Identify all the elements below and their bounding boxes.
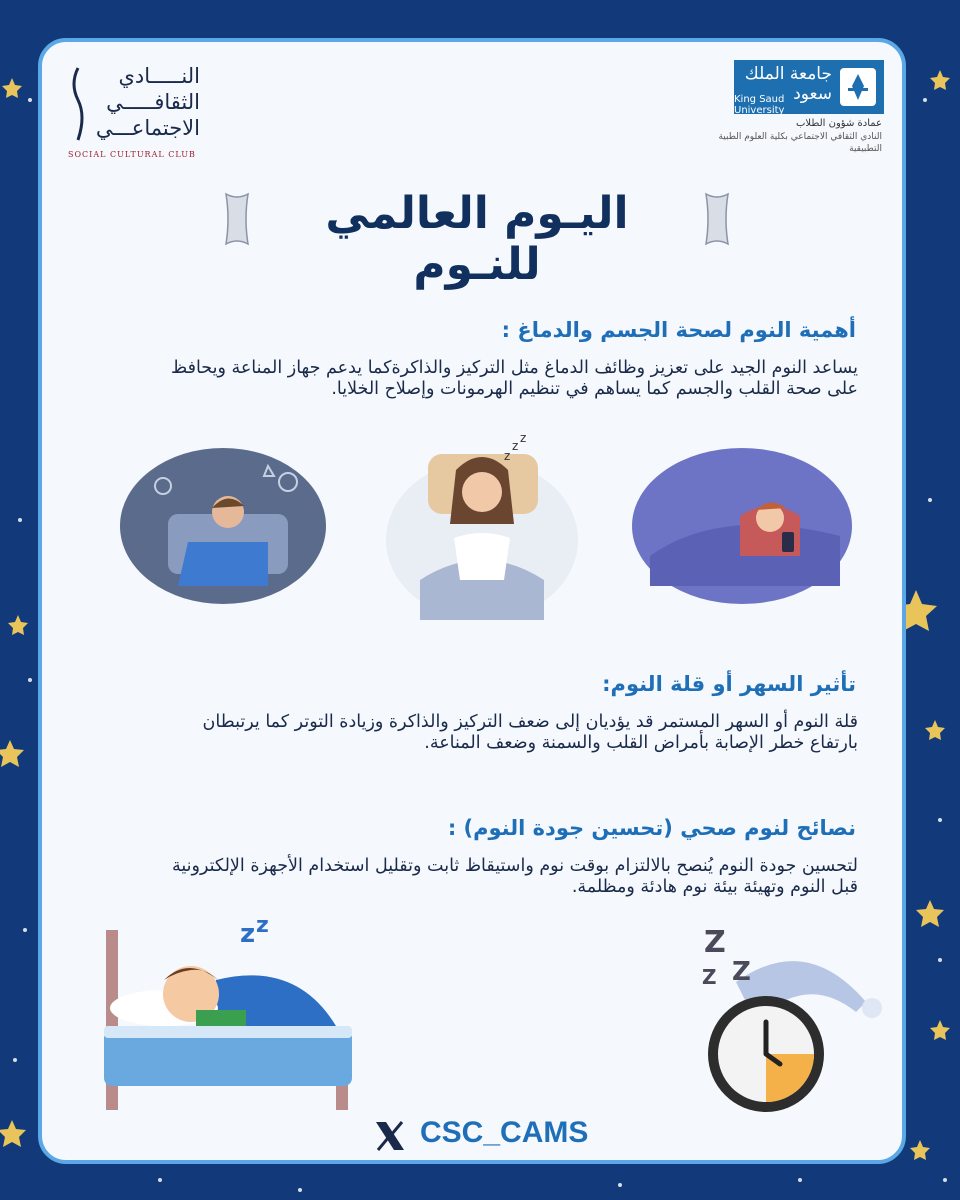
page-title: اليـوم العالمي للنـوم xyxy=(325,188,629,290)
college-club-line-2: التطبيقية xyxy=(849,144,882,154)
svg-text:z: z xyxy=(512,439,519,453)
social-handle-text: CSC_CAMS xyxy=(420,1116,589,1149)
section-body-effects: قلة النوم أو السهر المستمر قد يؤديان إلى ضعف التركيز والذاكرة وزيادة التوتر كما يرتبطان بارتفاع خطر الإصابة بأمراض القلب والسمنة وضعف المناعة. xyxy=(202,712,858,753)
title-banner xyxy=(222,182,732,290)
svg-text:Z: Z xyxy=(702,965,717,989)
college-club-line-1: النادي الثقافي الاجتماعي بكلية العلوم الطبية xyxy=(718,132,882,142)
svg-text:z: z xyxy=(240,919,256,949)
club-name-english: SOCIAL CULTURAL CLUB xyxy=(68,150,196,159)
svg-text:z: z xyxy=(520,431,527,445)
woman-sleeping-illustration xyxy=(384,430,580,622)
section-body-importance: يساعد النوم الجيد على تعزيز وظائف الدماغ مثل التركيز والذاكرةكما يدعم جهاز المناعة ويحافظ على صحة القلب والجسم كما يساهم في تنظيم الهرمونات وإصلاح الخلايا. xyxy=(170,358,858,399)
insomnia-man-illustration xyxy=(118,446,328,606)
pillow-right-icon xyxy=(702,190,732,248)
phone-in-bed-illustration xyxy=(630,446,854,606)
university-name-english: King Saud University xyxy=(734,94,785,116)
svg-text:Z: Z xyxy=(732,957,751,987)
x-logo-icon xyxy=(372,1118,408,1154)
sleepy-clock-illustration xyxy=(696,912,886,1122)
section-heading-effects: تأثير السهر أو قلة النوم: xyxy=(602,672,856,696)
pillow-left-icon xyxy=(222,190,252,248)
club-logo xyxy=(60,62,200,172)
svg-text:Z: Z xyxy=(704,925,726,960)
social-handle[interactable] xyxy=(368,1112,608,1156)
section-body-tips: لتحسين جودة النوم يُنصح بالالتزام بوقت نوم واستيقاظ ثابت وتقليل استخدام الأجهزة الإلكترونية قبل النوم وتهيئة بيئة نوم هادئة ومظلمة. xyxy=(172,856,858,897)
university-logo-box xyxy=(734,60,884,114)
club-name-line-3: الاجتماعـــي xyxy=(95,116,200,140)
university-logo xyxy=(684,60,884,164)
university-name-arabic: جامعة الملك سعود xyxy=(744,64,832,104)
section-heading-tips: نصائح لنوم صحي (تحسين جودة النوم) : xyxy=(447,816,856,840)
club-name-line-2: الثقافـــــي xyxy=(106,90,200,114)
poster-card xyxy=(38,38,906,1164)
university-seal-icon xyxy=(838,66,878,108)
boy-sleeping-illustration xyxy=(96,910,358,1114)
svg-text:z: z xyxy=(256,913,269,938)
club-logo-mark xyxy=(68,64,90,144)
svg-text:z: z xyxy=(504,449,511,463)
club-name-line-1: النـــــادي xyxy=(118,64,200,88)
section-heading-importance: أهمية النوم لصحة الجسم والدماغ : xyxy=(501,318,856,342)
deanship-label: عمادة شؤون الطلاب xyxy=(796,118,882,129)
